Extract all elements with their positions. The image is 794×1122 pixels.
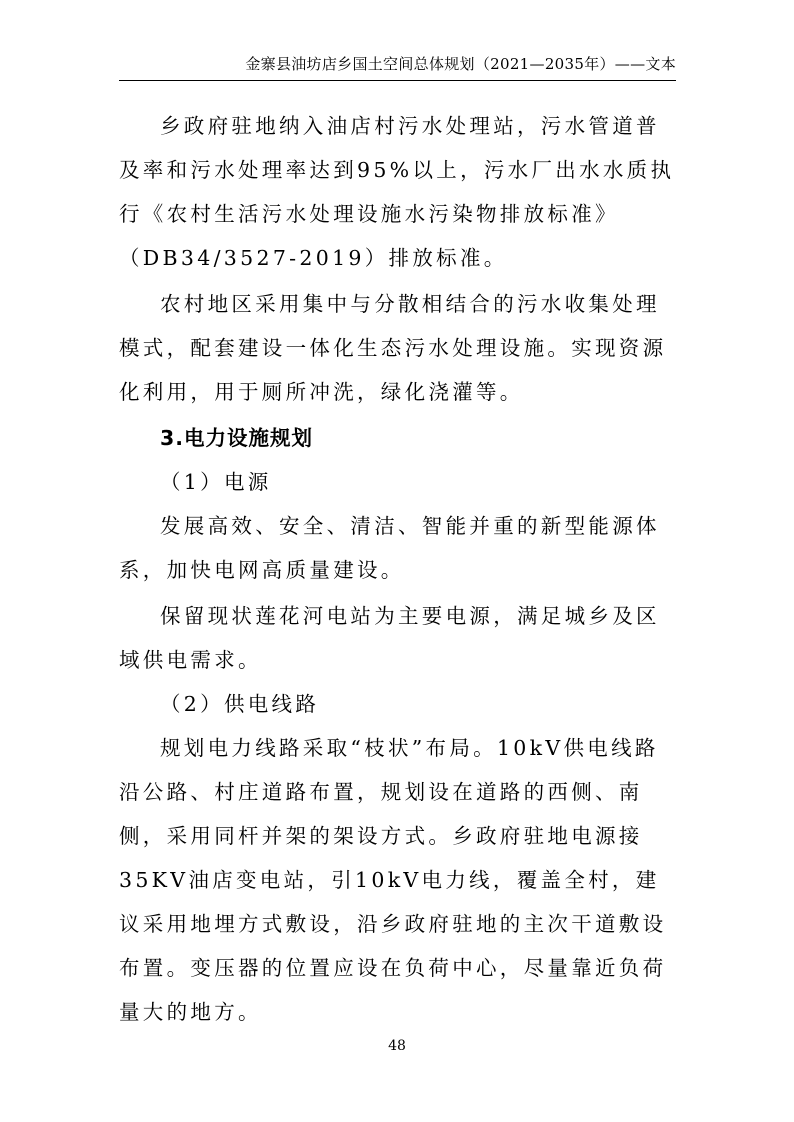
section-heading-power: 3.电力设施规划 <box>160 426 314 450</box>
subheading-supply-lines: （2）供电线路 <box>160 692 320 716</box>
running-header <box>119 52 676 81</box>
paragraph-power-station: 保留现状莲花河电站为主要电源，满足城乡及区域供电需求。 <box>119 604 660 672</box>
header-title: 金寨县油坊店乡国土空间总体规划（2021—2035年）——文本 <box>245 55 676 73</box>
paragraph-sewage-station: 乡政府驻地纳入油店村污水处理站，污水管道普及率和污水处理率达到95%以上，污水厂出水水质执行《农村生活污水处理设施水污染物排放标准》（DB34/3527-2019）排放标准。 <box>119 114 675 270</box>
paragraph-line-layout: 规划电力线路采取“枝状”布局。10kV供电线路沿公路、村庄道路布置，规划设在道路的西侧、南侧，采用同杆并架的架设方式。乡政府驻地电源接35KV油店变电站，引10kV电力线，覆盖全村，建议采用地埋方式敷设，沿乡政府驻地的主次干道敷设布置。变压器的位置应设在负荷中心，尽量靠近负荷量大的地方。 <box>119 736 667 1024</box>
subheading-power-source: （1）电源 <box>160 470 272 494</box>
document-body <box>119 104 679 1034</box>
page-number: 48 <box>388 1038 406 1054</box>
paragraph-rural-sewage: 农村地区采用集中与分散相结合的污水收集处理模式，配套建设一体化生态污水处理设施。实现资源化利用，用于厕所冲洗，绿化浇灌等。 <box>119 292 667 404</box>
paragraph-energy-system: 发展高效、安全、清洁、智能并重的新型能源体系，加快电网高质量建设。 <box>119 514 660 582</box>
